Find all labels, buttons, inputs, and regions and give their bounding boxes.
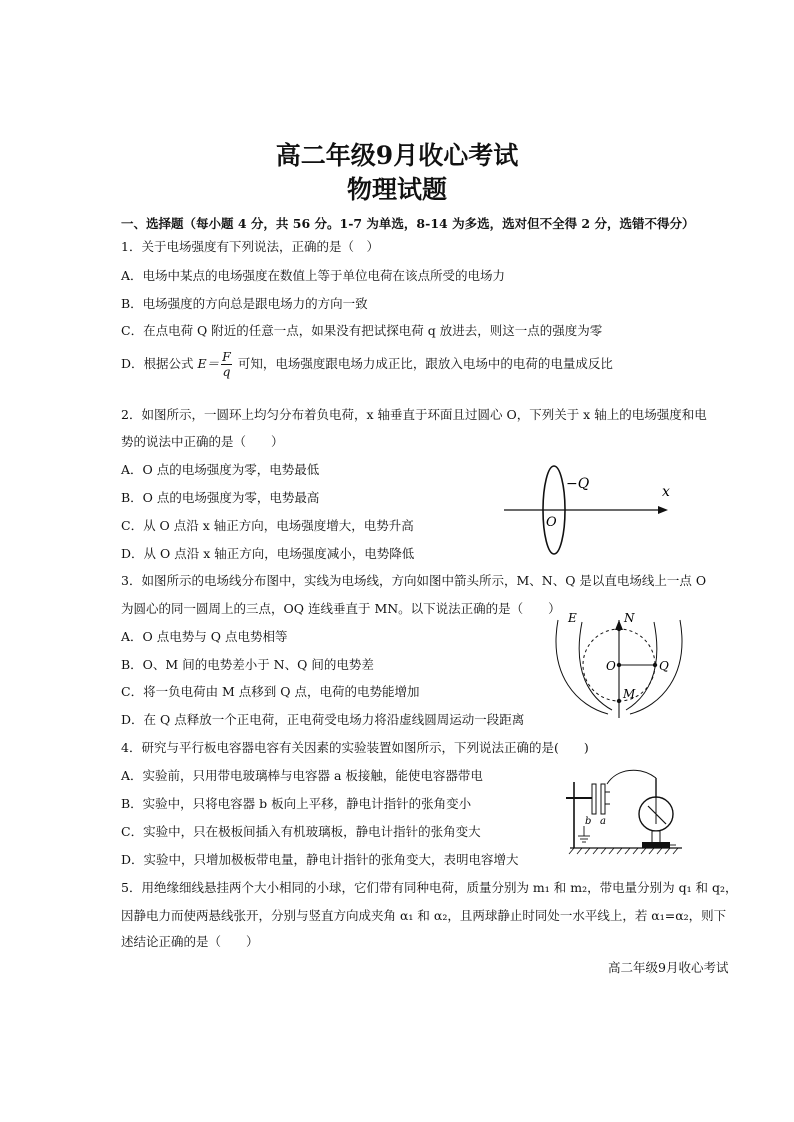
q3-field-line-figure [548,606,698,724]
q3-option-c: C．将一负电荷由 M 点移到 Q 点，电荷的电势能增加 [121,684,420,699]
q3-option-d: D．在 Q 点释放一个正电荷，正电荷受电场力将沿虚线圆周运动一段距离 [121,712,525,727]
exam-title: 高二年级9月收心考试 [275,141,519,170]
section-heading: 一、选择题（每小题 4 分，共 56 分。1-7 为单选，8-14 为多选，选对但不全得 2 分，选错不得分） [121,216,695,231]
q3-point-q [653,663,657,667]
q2-option-c: C．从 O 点沿 x 轴正方向，电场强度增大，电势升高 [121,518,414,533]
q4-label-b: b [585,816,592,827]
q2-ring-figure [496,460,686,560]
q4-plate-a [601,784,605,814]
q3-label-m: M [623,687,636,701]
q4-electroscope-needle [648,806,666,824]
q3-point-n [617,627,621,631]
q3-option-b: B．O、M 间的电势差小于 N、Q 间的电势差 [121,657,374,672]
q1-stem: 1．关于电场强度有下列说法，正确的是（ ） [121,239,379,254]
q4-option-c: C．实验中，只在极板间插入有机玻璃板，静电计指针的张角变大 [121,824,481,839]
q3-field-line-1 [556,620,608,714]
q2-origin-label: O [546,515,557,530]
q2-stem-line1: 2．如图所示，一圆环上均匀分布着负电荷，x 轴垂直于环面且过圆心 O，下列关于 x 轴上的电场强度和电 [121,407,707,422]
q4-base-hatch [569,848,678,854]
q5-line1: 5．用绝缘细线悬挂两个大小相同的小球，它们带有同种电荷，质量分别为 m₁ 和 m₂，带电量分别为 q₁ 和 q₂， [121,880,738,895]
q1-option-c: C．在点电荷 Q 附近的任意一点，如果没有把试探电荷 q 放进去，则这一点的强度为零 [121,323,603,338]
q1-d-prefix: D．根据公式 [121,356,194,371]
q2-stem-line2: 势的说法中正确的是（ ） [121,434,284,449]
q4-plate-b [592,784,596,814]
q1-d-numerator: F [222,349,231,364]
q2-option-b: B．O 点的电场强度为零，电势最高 [121,490,320,505]
q4-label-a: a [600,816,606,827]
q3-label-e: E [568,611,577,625]
q2-axis-arrowhead [658,506,668,514]
q3-stem-line2: 为圆心的同一圆周上的三点，OQ 连线垂直于 MN。以下说法正确的是（ ） [121,601,561,616]
q4-electroscope-base [642,842,670,848]
q1-option-d [121,350,613,379]
q4-stem: 4．研究与平行板电容器电容有关因素的实验装置如图所示，下列说法正确的是( ) [121,740,589,755]
q2-axis-label: x [662,484,670,500]
q1-option-b: B．电场强度的方向总是跟电场力的方向一致 [121,296,368,311]
q5-line3: 述结论正确的是（ ） [121,934,259,949]
exam-subtitle: 物理试题 [346,175,447,204]
q4-option-b: B．实验中，只将电容器 b 板向上平移，静电计指针的张角变小 [121,796,472,811]
q4-option-a: A．实验前，只用带电玻璃棒与电容器 a 板接触，能使电容器带电 [121,768,483,783]
q2-option-d: D．从 O 点沿 x 轴正方向，电场强度减小，电势降低 [121,546,415,561]
q1-d-formula-lhs: E＝ [197,356,220,371]
q3-label-o: O [606,659,616,673]
q2-option-a: A．O 点的电场强度为零，电势最低 [121,462,320,477]
q3-point-m [617,699,621,703]
q1-d-denominator: q [222,364,231,379]
q1-option-a: A．电场中某点的电场强度在数值上等于单位电荷在该点所受的电场力 [121,268,506,283]
page-footer: 高二年级9月收心考试 [608,960,729,975]
q2-charge-label: −Q [566,476,590,492]
q5-line2: 因静电力而使两悬线张开，分别与竖直方向成夹角 α₁ 和 α₂，且两球静止时同处一水平线上，若 α₁=α₂，则下 [121,908,727,923]
q3-label-n: N [624,611,635,625]
q4-electroscope-stand [652,831,660,843]
q3-label-q: Q [659,659,669,673]
q1-d-fraction [221,350,232,379]
q3-option-a: A．O 点电势与 Q 点电势相等 [121,629,288,644]
q3-stem-line1: 3．如图所示的电场线分布图中，实线为电场线，方向如图中箭头所示，M、N、Q 是以直电场线上一点 O [121,573,707,588]
q1-d-suffix: 可知，电场强度跟电场力成正比，跟放入电场中的电荷的电量成反比 [237,356,613,371]
q4-capacitor-figure [562,762,688,858]
q4-connecting-wire [607,770,656,784]
q4-option-d: D．实验中，只增加极板带电量，静电计指针的张角变大，表明电容增大 [121,852,519,867]
q3-point-o [617,663,621,667]
